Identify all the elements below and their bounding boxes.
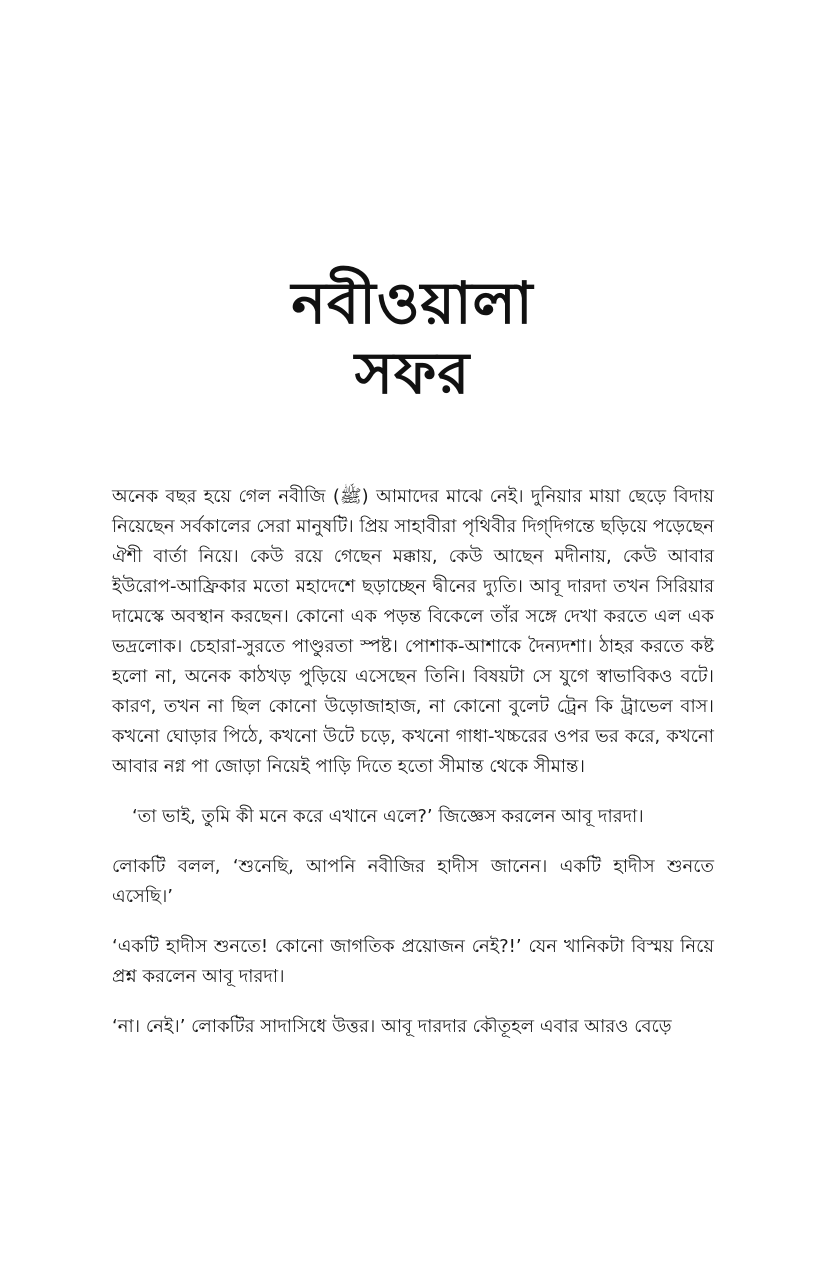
- body-text: [112, 482, 714, 1062]
- paragraph: ‘তা ভাই, তুমি কী মনে করে এখানে এলে?’ জিজ্ঞেস করলেন আবূ দারদা।: [132, 806, 644, 827]
- paragraph: ‘একটি হাদীস শুনতে! কোনো জাগতিক প্রয়োজন নেই?!’ যেন খানিকটা বিস্ময় নিয়ে প্রশ্ন করলেন আবূ দারদা।: [112, 936, 714, 987]
- paragraph: ‘না। নেই।’ লোকটির সাদাসিধে উত্তর। আবূ দারদার কৌতূহল এবার আরও বেড়ে: [112, 1016, 672, 1037]
- chapter-title: [0, 268, 825, 408]
- paragraph: অনেক বছর হয়ে গেল নবীজি (ﷺ) আমাদের মাঝে নেই। দুনিয়ার মায়া ছেড়ে বিদায় নিয়েছেন সর্বকালের সেরা মানুষটি। প্রিয় সাহাবীরা পৃথিবীর দিগ্‌দিগন্তে ছড়িয়ে পড়েছেন ঐশী বার্তা নিয়ে। কেউ রয়ে গেছেন মক্কায়, কেউ আছেন মদীনায়, কেউ আবার ইউরোপ-আফ্রিকার মতো মহাদেশে ছড়াচ্ছেন দ্বীনের দ্যুতি। আবূ দারদা তখন সিরিয়ার দামেস্কে অবস্থান করছেন। কোনো এক পড়ন্ত বিকেলে তাঁর সঙ্গে দেখা করতে এল এক ভদ্রলোক। চেহারা-সুরতে পাণ্ডুরতা স্পষ্ট। পোশাক-আশাকে দৈন্যদশা। ঠাহর করতে কষ্ট হলো না, অনেক কাঠখড় পুড়িয়ে এসেছেন তিনি। বিষয়টা সে যুগে স্বাভাবিকও বটে। কারণ, তখন না ছিল কোনো উড়োজাহাজ, না কোনো বুলেট ট্রেন কি ট্রাভেল বাস। কখনো ঘোড়ার পিঠে, কখনো উটে চড়ে, কখনো গাধা-খচ্চরের ওপর ভর করে, কখনো আবার নগ্ন পা জোড়া নিয়েই পাড়ি দিতে হতো সীমান্ত থেকে সীমান্ত।: [112, 486, 714, 777]
- paragraph: লোকটি বলল, ‘শুনেছি, আপনি নবীজির হাদীস জানেন। একটি হাদীস শুনতে এসেছি।’: [112, 856, 714, 907]
- chapter-title-line-2: সফর: [354, 339, 471, 407]
- chapter-title-line-1: নবীওয়ালা: [291, 269, 534, 337]
